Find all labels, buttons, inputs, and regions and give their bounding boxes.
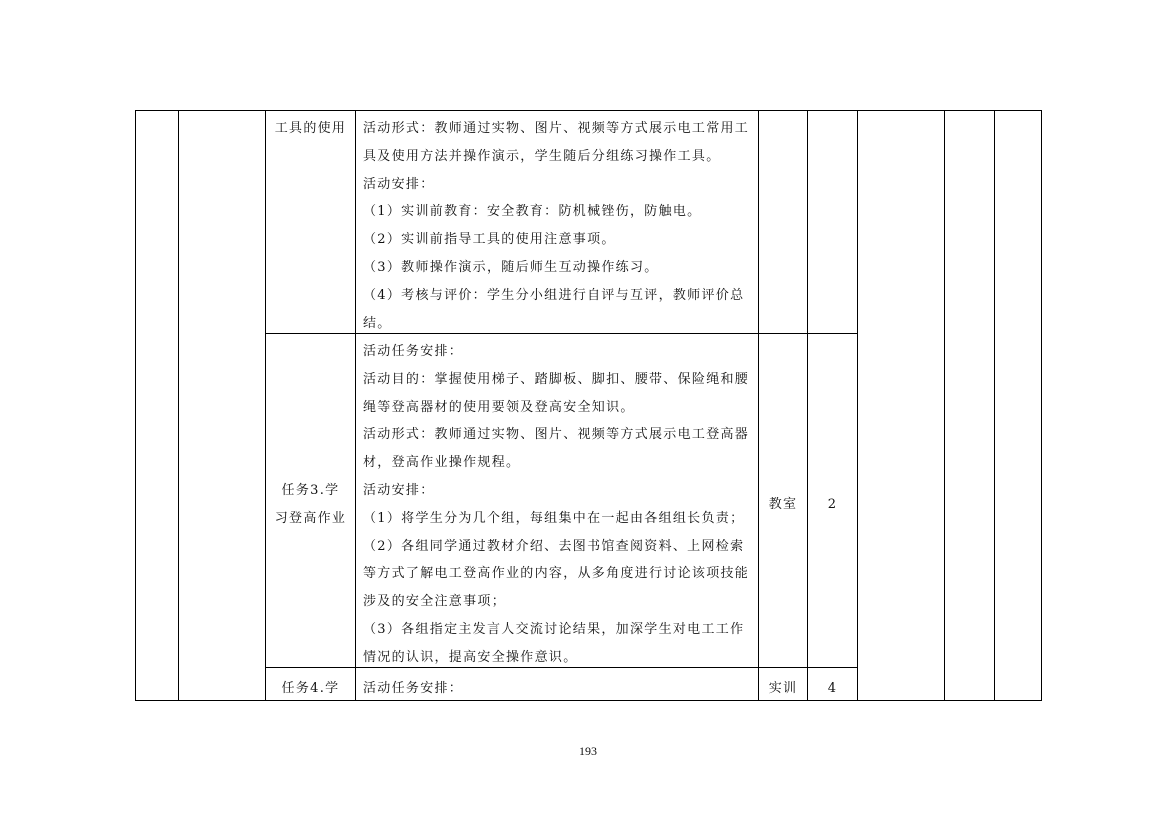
activity-line: 活动安排： <box>363 482 435 498</box>
row-3-task-cell <box>266 668 356 701</box>
activity-line: 情况的认识，提高安全操作意识。 <box>363 649 578 665</box>
course-plan-table <box>135 110 1042 701</box>
hours-text: 2 <box>827 496 838 512</box>
page-number: 193 <box>579 744 597 758</box>
activity-line: （3）教师操作演示，随后师生互动操作练习。 <box>363 259 659 275</box>
col-7-cell <box>858 111 945 701</box>
task-line: 习登高作业 <box>274 510 347 526</box>
activity-line: 结。 <box>363 315 392 331</box>
row-2-hours-cell <box>808 334 858 668</box>
activity-line: 涉及的安全注意事项； <box>363 594 507 610</box>
row-1-task-cell <box>266 111 356 334</box>
activity-line: 活动任务安排： <box>363 681 464 696</box>
row-3-location-cell <box>759 668 808 701</box>
activity-line: （2）实训前指导工具的使用注意事项。 <box>363 232 616 248</box>
activity-line: （4）考核与评价：学生分小组进行自评与互评，教师评价总 <box>363 287 745 303</box>
row-1-activity-cell <box>356 111 759 334</box>
task-line: 工具的使用 <box>274 121 347 136</box>
row-3-activity-cell <box>356 668 759 701</box>
row-1-location-cell <box>759 111 808 334</box>
row-2-location-cell <box>759 334 808 668</box>
activity-line: 具及使用方法并操作演示，学生随后分组练习操作工具。 <box>363 148 721 164</box>
activity-line: 活动安排： <box>363 176 435 192</box>
activity-line: （2）各组同学通过教材介绍、去图书馆查阅资料、上网检索 <box>363 538 745 554</box>
row-1-hours-cell <box>808 111 858 334</box>
task-line: 任务4.学 <box>281 681 340 696</box>
activity-line: （1）将学生分为几个组，每组集中在一起由各组组长负责； <box>363 510 745 526</box>
location-text: 实训 <box>768 681 798 696</box>
activity-line: 活动目的：掌握使用梯子、踏脚板、脚扣、腰带、保险绳和腰 <box>363 371 750 387</box>
col-9-cell <box>995 111 1042 701</box>
col-1-cell <box>136 111 179 701</box>
task-line: 任务3.学 <box>281 482 340 498</box>
row-2-activity-cell <box>356 334 759 668</box>
col-8-cell <box>945 111 995 701</box>
activity-line: 活动形式：教师通过实物、图片、视频等方式展示电工登高器 <box>363 427 750 443</box>
activity-line: 活动形式：教师通过实物、图片、视频等方式展示电工常用工 <box>363 121 750 136</box>
activity-line: （3）各组指定主发言人交流讨论结果，加深学生对电工工作 <box>363 621 745 637</box>
activity-line: （1）实训前教育：安全教育：防机械锉伤，防触电。 <box>363 204 702 220</box>
location-text: 教室 <box>768 496 798 512</box>
hours-text: 4 <box>827 681 838 696</box>
row-2-task-cell <box>266 334 356 668</box>
activity-line: 材，登高作业操作规程。 <box>363 455 521 471</box>
activity-line: 绳等登高器材的使用要领及登高安全知识。 <box>363 399 635 415</box>
col-2-cell <box>179 111 266 701</box>
row-3-hours-cell <box>808 668 858 701</box>
activity-line: 活动任务安排： <box>363 344 464 359</box>
activity-line: 等方式了解电工登高作业的内容，从多角度进行讨论该项技能 <box>363 566 750 582</box>
